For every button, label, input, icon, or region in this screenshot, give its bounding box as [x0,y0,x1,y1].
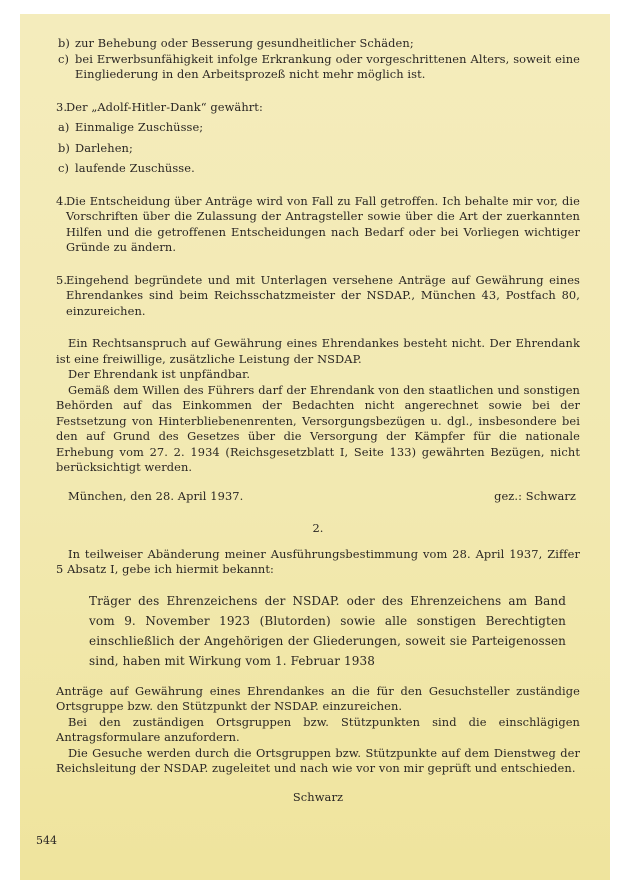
item-label: b) [58,140,70,155]
paragraph-rechtsanspruch: Ein Rechtsanspruch auf Gewährung eines Ehrendankes besteht nicht. Der Ehrendank ist eine freiwillige, zusätzliche Leistung der NSDAP. [56,336,580,366]
list-item [56,36,580,52]
item-label: c) [58,51,70,66]
section-number: 2. [312,521,324,535]
section-text: Die Entscheidung über Anträge wird von Fall zu Fall getroffen. Ich behalte mir vor, die Vorschriften über die Zulassung der Antragsteller sowie über die Art der zuerkannten Hilfen und die getroffenen Entscheidungen nach Bedarf oder bei Vorliegen wichtiger Gründe zu ändern. [66,193,580,254]
item-text: laufende Zuschüsse. [75,161,195,175]
place-date: München, den 28. April 1937. [68,488,244,503]
section-text: Eingehend begründete und mit Unterlagen versehene Anträge auf Gewährung eines Ehrendankes sind beim Reichsschatzmeister der NSDAP., München 43, Postfach 80, einzureichen. [66,272,580,318]
item-text: zur Behebung oder Besserung gesundheitlicher Schäden; [75,36,414,50]
section-4 [56,194,580,256]
item-label: c) [58,161,70,175]
paragraph-abaenderung: In teilweiser Abänderung meiner Ausführungsbestimmung vom 28. April 1937, Ziffer 5 Absatz I, gebe ich hiermit bekannt: [56,546,580,576]
list-item [56,52,580,83]
paragraph-unpfaendbar: Der Ehrendank ist unpfändbar. [68,367,251,381]
paragraph-formulare: Bei den zuständigen Ortsgruppen bzw. Stützpunkten sind die einschlägigen Antragsformulare anzufordern. [56,714,580,744]
closing-signature: Schwarz [292,789,344,804]
item-text: Darlehen; [75,140,133,155]
section-text: Der „Adolf-Hitler-Dank“ gewährt: [66,99,263,114]
section-label: 5. [56,272,68,287]
section-3 [56,100,580,116]
item-text: bei Erwerbsunfähigkeit infolge Erkrankung oder vorgeschrittenen Alters, soweit eine Eingliederung in den Arbeitsprozeß nicht mehr möglich ist. [75,51,580,81]
signature-line [56,489,580,505]
section-label: 3. [56,99,68,114]
section-label: 4. [56,193,68,208]
page-number: 544 [36,834,57,847]
list-item [56,115,580,136]
item-label: a) [58,120,70,134]
paragraph-wille: Gemäß dem Willen des Führers darf der Ehrendank von den staatlichen und sonstigen Behörden auf das Einkommen der Bedachten nicht angerechnet sowie bei der Festsetzung von Hinterbliebenenrenten, Versorgungsbezügen u. dgl., insbesondere bei den auf Grund des Gesetzes über die Versorgung der Kämpfer für die nationale Erhebung vom 27. 2. 1934 (Reichsgesetzblatt I, Seite 133) gewährten Bezügen, nicht berücksichtigt werden. [56,382,580,474]
item-text: Einmalige Zuschüsse; [75,120,204,134]
list-item [56,136,580,157]
list-item [56,156,580,177]
paragraph-antraege: Anträge auf Gewährung eines Ehrendankes an die für den Gesuchsteller zuständige Ortsgruppe bzw. den Stützpunkt der NSDAP. einzureichen. [56,683,580,713]
document-page [20,14,610,880]
signature: gez.: Schwarz [494,488,576,503]
section-5 [56,273,580,320]
paragraph-gesuche: Die Gesuche werden durch die Ortsgruppen bzw. Stützpunkte auf dem Dienstweg der Reichsleitung der NSDAP. zugeleitet und nach wie vor von mir geprüft und entschieden. [56,745,580,775]
indented-block-traeger: Träger des Ehrenzeichens der NSDAP. oder des Ehrenzeichens am Band vom 9. November 1923 (Blutorden) sowie alle sonstigen Berechtigten einschließlich der Angehörigen der Gliederungen, soweit sie Parteigenossen sind, haben mit Wirkung vom 1. Februar 1938 [89,593,566,668]
item-label: b) [58,36,70,50]
